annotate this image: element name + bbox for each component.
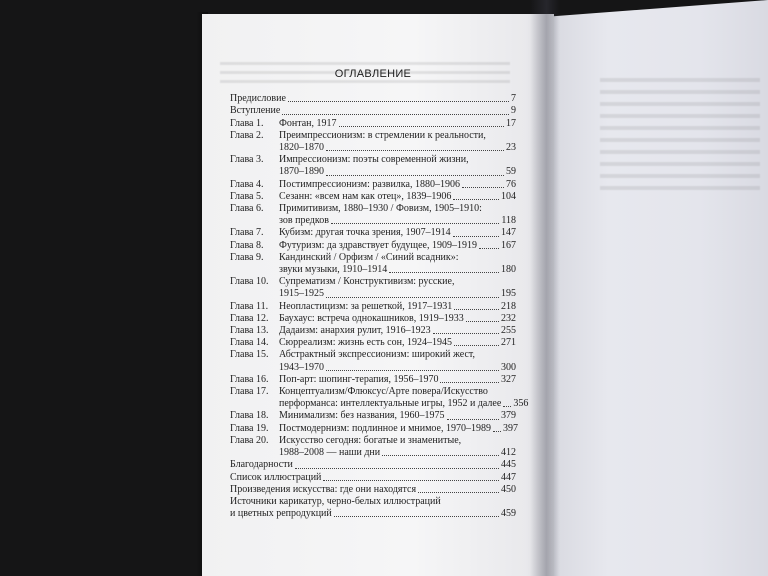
toc-chapter-entry	[230, 276, 516, 300]
toc-line	[279, 227, 516, 239]
toc-entry-text: Постимпрессионизм: развилка, 1880–1906	[279, 178, 460, 190]
chapter-label: Глава 14.	[230, 337, 269, 349]
toc-page-number: 23	[506, 142, 516, 154]
chapter-title	[279, 154, 516, 178]
toc-chapter-entry	[230, 191, 516, 203]
toc-page-number: 255	[501, 325, 516, 337]
dot-leader	[466, 321, 499, 322]
toc-line	[230, 459, 516, 471]
toc-chapter-entry	[230, 386, 529, 410]
toc-chapter-entry	[230, 325, 516, 337]
chapter-label: Глава 6.	[230, 203, 264, 215]
toc-entry-text: Сезанн: «всем нам как отец», 1839–1906	[279, 190, 452, 202]
toc-page-number: 450	[501, 483, 516, 495]
chapter-label: Глава 9.	[230, 251, 264, 263]
chapter-title	[279, 179, 516, 191]
dot-leader	[326, 297, 499, 298]
toc-page-number: 232	[501, 312, 516, 324]
chapter-label: Глава 11.	[230, 300, 269, 312]
dot-leader	[323, 480, 499, 481]
chapter-label: Глава 17.	[230, 386, 269, 398]
toc-page-number: 300	[501, 361, 516, 373]
toc-entry-text: Дадаизм: анархия рулит, 1916–1923	[279, 325, 431, 337]
chapter-title	[279, 252, 516, 276]
toc-entry-text: 1820–1870	[279, 142, 324, 154]
toc-line	[279, 337, 516, 349]
toc-entry-text: и цветных репродукций	[230, 508, 332, 520]
chapter-label: Глава 5.	[230, 190, 264, 202]
chapter-label: Глава 7.	[230, 227, 264, 239]
toc-page-number: 59	[506, 166, 516, 178]
toc-page-number: 327	[501, 373, 516, 385]
toc-page-number: 9	[511, 105, 516, 117]
dot-leader	[326, 150, 504, 151]
toc-page-number: 445	[501, 459, 516, 471]
toc-page-number: 447	[501, 471, 516, 483]
toc-entry-text: Футуризм: да здравствует будущее, 1909–1919	[279, 239, 477, 251]
chapter-label: Глава 19.	[230, 422, 269, 434]
chapter-title	[279, 386, 528, 410]
toc-entry-text: Импрессионизм: поэты современной жизни,	[279, 154, 469, 166]
chapter-label: Глава 15.	[230, 349, 269, 361]
toc-entry-text: Список иллюстраций	[230, 471, 322, 483]
toc-chapter-entry	[230, 227, 516, 239]
toc-page-number: 76	[506, 178, 516, 190]
toc-entry-text: Произведения искусства: где они находятся	[230, 483, 417, 495]
back-matter-title	[230, 484, 516, 496]
toc-page-number: 118	[501, 215, 516, 227]
chapter-label: Глава 4.	[230, 178, 264, 190]
toc-entry-text: Вступление	[230, 105, 281, 117]
dot-leader	[326, 175, 504, 176]
toc-page-number: 412	[501, 447, 516, 459]
chapter-label: Глава 12.	[230, 312, 269, 324]
toc-entry-text: Предисловие	[230, 93, 286, 105]
toc-line	[279, 398, 528, 410]
chapter-title	[279, 130, 516, 154]
toc-page-number: 379	[501, 410, 516, 422]
toc-line	[279, 362, 516, 374]
chapter-title	[279, 313, 516, 325]
toc-entry-text: Поп-арт: шопинг-терапия, 1956–1970	[279, 373, 439, 385]
toc-line	[279, 301, 516, 313]
chapter-title	[279, 423, 518, 435]
toc-line	[279, 240, 516, 252]
dot-leader	[453, 236, 499, 237]
chapter-label: Глава 16.	[230, 373, 269, 385]
toc-page-number: 7	[511, 93, 516, 105]
chapter-label: Глава 3.	[230, 154, 264, 166]
dot-leader	[453, 199, 499, 200]
dot-leader	[389, 272, 499, 273]
toc-chapter-entry	[230, 179, 516, 191]
toc-line	[230, 508, 516, 520]
toc-chapter-entry	[230, 374, 516, 386]
back-matter-title	[230, 459, 516, 471]
chapter-title	[279, 325, 516, 337]
dot-leader	[334, 516, 499, 517]
back-matter-title	[230, 496, 516, 520]
toc-chapter-entry	[230, 423, 516, 435]
toc-chapter-entry	[230, 337, 516, 349]
chapter-label: Глава 2.	[230, 129, 264, 141]
dot-leader	[493, 431, 501, 432]
toc-front-entry	[230, 93, 516, 105]
toc-back-entry	[230, 496, 516, 520]
right-page-bleed-through	[600, 70, 760, 190]
toc-entry-text: Баухаус: встреча однокашников, 1919–1933	[279, 312, 464, 324]
chapter-label: Глава 18.	[230, 410, 269, 422]
toc-page-number: 167	[501, 239, 516, 251]
toc-line	[279, 215, 516, 227]
toc-page-number: 218	[501, 300, 516, 312]
chapter-label: Глава 20.	[230, 434, 269, 446]
toc-line	[279, 447, 516, 459]
toc-back-entry	[230, 459, 516, 471]
toc-entry-text: Преимпрессионизм: в стремлении к реальности,	[279, 129, 486, 141]
dot-leader	[331, 223, 499, 224]
chapter-title	[279, 227, 516, 239]
toc-chapter-entry	[230, 313, 516, 325]
chapter-label: Глава 8.	[230, 239, 264, 251]
toc-entry-text: Постмодернизм: подлинное и мнимое, 1970–1989	[279, 422, 491, 434]
toc-entry-text: 1988–2008 — наши дни	[279, 447, 381, 459]
toc-entry-text: звуки музыки, 1910–1914	[279, 264, 388, 276]
toc-line	[279, 423, 518, 435]
toc-line	[279, 179, 516, 191]
toc-page-number: 195	[501, 288, 516, 300]
toc-entry-text: Супрематизм / Конструктивизм: русские,	[279, 276, 455, 288]
chapter-title	[279, 276, 516, 300]
toc-page-number: 17	[506, 117, 516, 129]
toc-chapter-entry	[230, 203, 516, 227]
toc-entry-text: Источники карикатур, черно-белых иллюстраций	[230, 495, 441, 507]
back-matter-title	[230, 472, 516, 484]
toc-entry-text: Сюрреализм: жизнь есть сон, 1924–1945	[279, 337, 452, 349]
dot-leader	[418, 492, 499, 493]
toc-entry-text: Благодарности	[230, 459, 293, 471]
toc-back-entry	[230, 472, 516, 484]
toc-chapter-entry	[230, 301, 516, 313]
dot-leader	[454, 345, 499, 346]
chapter-title	[279, 118, 516, 130]
toc-line	[230, 472, 516, 484]
chapter-title	[279, 337, 516, 349]
toc-page-number: 104	[501, 190, 516, 202]
dot-leader	[447, 419, 499, 420]
toc-line	[279, 325, 516, 337]
dot-leader	[295, 468, 499, 469]
dot-leader	[339, 126, 504, 127]
toc-page-number: 459	[501, 508, 516, 520]
dot-leader	[479, 248, 499, 249]
book-gutter	[530, 0, 560, 576]
toc-entry-text: Минимализм: без названия, 1960–1975	[279, 410, 445, 422]
chapter-title	[279, 203, 516, 227]
toc-entry-text: 1943–1970	[279, 361, 324, 373]
toc-line	[279, 313, 516, 325]
dot-leader	[326, 370, 499, 371]
toc-body	[230, 93, 529, 520]
toc-entry-text: Примитивизм, 1880–1930 / Фовизм, 1905–1910:	[279, 203, 482, 215]
chapter-label: Глава 13.	[230, 325, 269, 337]
dot-leader	[288, 101, 509, 102]
toc-chapter-entry	[230, 410, 516, 422]
toc-entry-text: Искусство сегодня: богатые и знаменитые,	[279, 434, 462, 446]
chapter-title	[279, 435, 516, 459]
toc-line	[279, 191, 516, 203]
toc-line	[230, 105, 516, 117]
toc-chapter-entry	[230, 154, 516, 178]
toc-entry-text: Абстрактный экспрессионизм: широкий жест,	[279, 349, 476, 361]
toc-page-number: 397	[503, 422, 518, 434]
chapter-title	[279, 410, 516, 422]
chapter-label: Глава 10.	[230, 276, 269, 288]
chapter-title	[279, 191, 516, 203]
toc-chapter-entry	[230, 240, 516, 252]
dot-leader	[433, 333, 499, 334]
chapter-title	[279, 374, 516, 386]
dot-leader	[503, 406, 511, 407]
dot-leader	[440, 382, 499, 383]
toc-chapter-entry	[230, 130, 516, 154]
toc-line	[279, 288, 516, 300]
toc-entry-text: перформанса: интеллектуальные игры, 1952 и далее	[279, 398, 502, 410]
toc-line	[230, 93, 516, 105]
toc-entry-text: Неопластицизм: за решеткой, 1917–1931	[279, 300, 453, 312]
dot-leader	[282, 114, 509, 115]
table-of-contents	[230, 68, 529, 520]
toc-entry-text: Кубизм: другая точка зрения, 1907–1914	[279, 227, 451, 239]
toc-title: ОГЛАВЛЕНИЕ	[334, 68, 412, 80]
toc-page-number: 147	[501, 227, 516, 239]
toc-chapter-entry	[230, 118, 516, 130]
toc-entry-text: Кандинский / Орфизм / «Синий всадник»:	[279, 251, 459, 263]
toc-entry-text: 1870–1890	[279, 166, 324, 178]
chapter-title	[279, 301, 516, 313]
toc-chapter-entry	[230, 252, 516, 276]
toc-front-entry	[230, 105, 516, 117]
toc-entry-text: Концептуализм/Флюксус/Арте повера/Искусство	[279, 386, 488, 398]
toc-entry-text: 1915–1925	[279, 288, 324, 300]
toc-line	[279, 166, 516, 178]
toc-chapter-entry	[230, 435, 516, 459]
dot-leader	[382, 455, 499, 456]
dot-leader	[462, 187, 504, 188]
toc-back-entry	[230, 484, 516, 496]
chapter-title	[279, 240, 516, 252]
toc-page-number: 356	[513, 398, 529, 410]
toc-line	[279, 410, 516, 422]
chapter-label: Глава 1.	[230, 117, 264, 129]
toc-line	[279, 374, 516, 386]
dot-leader	[454, 309, 499, 310]
toc-page-number: 180	[501, 264, 516, 276]
toc-page-number: 271	[501, 337, 516, 349]
chapter-title	[279, 349, 516, 373]
toc-entry-text: зов предков	[279, 215, 329, 227]
toc-line	[279, 118, 516, 130]
toc-line	[279, 142, 516, 154]
toc-line	[279, 264, 516, 276]
toc-entry-text: Фонтан, 1917	[279, 117, 337, 129]
toc-chapter-entry	[230, 349, 516, 373]
toc-line	[230, 484, 516, 496]
